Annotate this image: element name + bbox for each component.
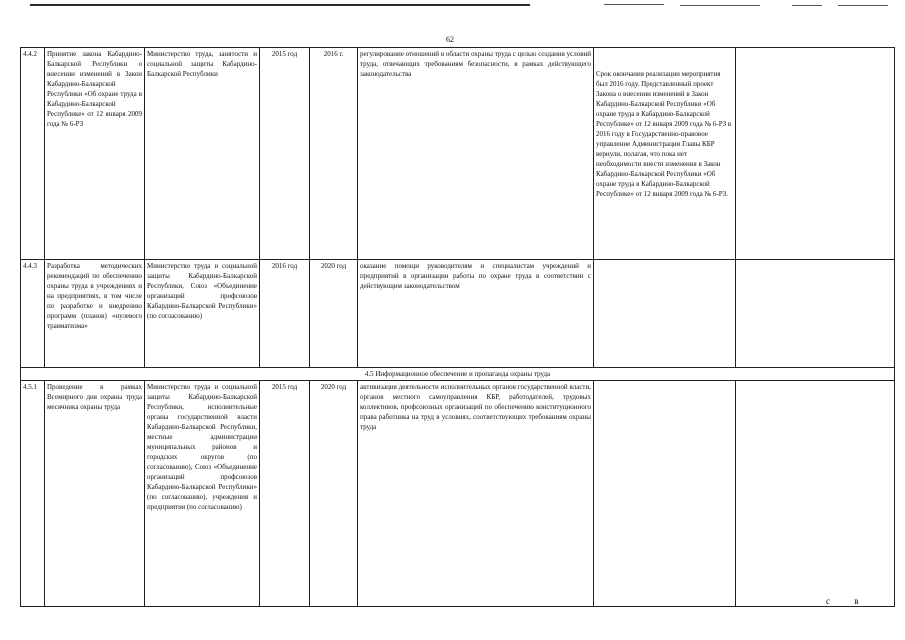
row-number: 4.5.1	[21, 381, 45, 607]
start-year: 2015 год	[260, 381, 310, 607]
corner-marks	[826, 596, 876, 606]
page-number: 62	[446, 35, 454, 44]
expected-result: активизация деятельности исполнительных органов государственной власти, органов местного самоуправления КБР, работодателей, трудовых коллективов, профсоюзных организаций по обеспечению конституционного права работника на труд в условиях, соответствующих требованиям охраны труда	[358, 381, 594, 607]
executor: Министерство труда, занятости и социальной защиты Кабардино-Балкарской Республики	[145, 48, 260, 260]
empty-cell	[736, 48, 895, 260]
measures-table	[20, 47, 895, 607]
table-row	[21, 381, 895, 607]
executor: Министерство труда и социальной защиты Кабардино-Балкарской Республики, исполнительные органы государственной власти Кабардино-Балкарской Республики, местные администрации муниципальных районов и городских округов (по согласованию), Союз «Объединение организаций профсоюзов Кабардино-Балкарской Республики» (по согласованию), учреждения и предприятия (по согласованию)	[145, 381, 260, 607]
scan-line-top-left	[30, 4, 530, 6]
measure-title: Разработка методических рекомендаций по обеспечению охраны труда в учреждениях и на предприятиях, в том числе по разработке и внедрению программ (планов) «нулевого травматизма»	[45, 260, 145, 368]
corner-mark-left: с	[826, 596, 830, 606]
empty-cell	[736, 381, 895, 607]
end-year: 2020 год	[310, 381, 358, 607]
end-year: 2016 г.	[310, 48, 358, 260]
row-number: 4.4.3	[21, 260, 45, 368]
note-cell	[594, 260, 736, 368]
note-cell	[594, 381, 736, 607]
scan-line-top-right1	[680, 5, 760, 6]
implementation-note: Срок окончания реализации мероприятия был 2016 году. Представленный проект Закона о внесении изменений в Закон Кабардино-Балкарской Республики «Об охране труда в Кабардино-Балкарской Республике» от 12 января 2009 года № 6-РЗ в 2016 году в Государственно-правовое управление Администрации Главы КБР вернули, полагая, что пока нет необходимости внести изменения в Закон Кабардино-Балкарской Республики «Об охране труда в Кабардино-Балкарской Республике» от 12 января 2009 года № 6-РЗ.	[596, 70, 732, 198]
start-year: 2016 год	[260, 260, 310, 368]
start-year: 2015 год	[260, 48, 310, 260]
measure-title: Принятие закона Кабардино-Балкарской Республики о внесении изменений в Закон Кабардино-Балкарской Республики «Об охране труда в Кабардино-Балкарской Республике» от 12 января 2009 года № 6-РЗ	[45, 48, 145, 260]
note-cell	[594, 48, 736, 260]
table-row	[21, 48, 895, 260]
expected-result: оказание помощи руководителям и специалистам учреждений и предприятий в организации работы по охране труда в соответствии с действующим законодательством	[358, 260, 594, 368]
measure-title: Проведение в рамках Всемирного дня охраны труда месячника охраны труда	[45, 381, 145, 607]
section-row	[21, 368, 895, 381]
section-title: 4.5 Информационное обеспечение и пропаганда охраны труда	[21, 368, 895, 381]
expected-result: регулирование отношений в области охраны труда с целью создания условий труда, отвечающих требованиям безопасности, в рамках действующего законодательства	[358, 48, 594, 260]
empty-cell	[736, 260, 895, 368]
scan-line-top-right2	[792, 5, 822, 6]
corner-mark-right: в	[854, 596, 859, 606]
end-year: 2020 год	[310, 260, 358, 368]
scan-line-top-right3	[838, 5, 888, 6]
row-number: 4.4.2	[21, 48, 45, 260]
scan-line-top-mid	[604, 4, 664, 5]
table-row	[21, 260, 895, 368]
executor: Министерство труда и социальной защиты Кабардино-Балкарской Республики, Союз «Объединение организаций профсоюзов Кабардино-Балкарской Республики» (по согласованию)	[145, 260, 260, 368]
